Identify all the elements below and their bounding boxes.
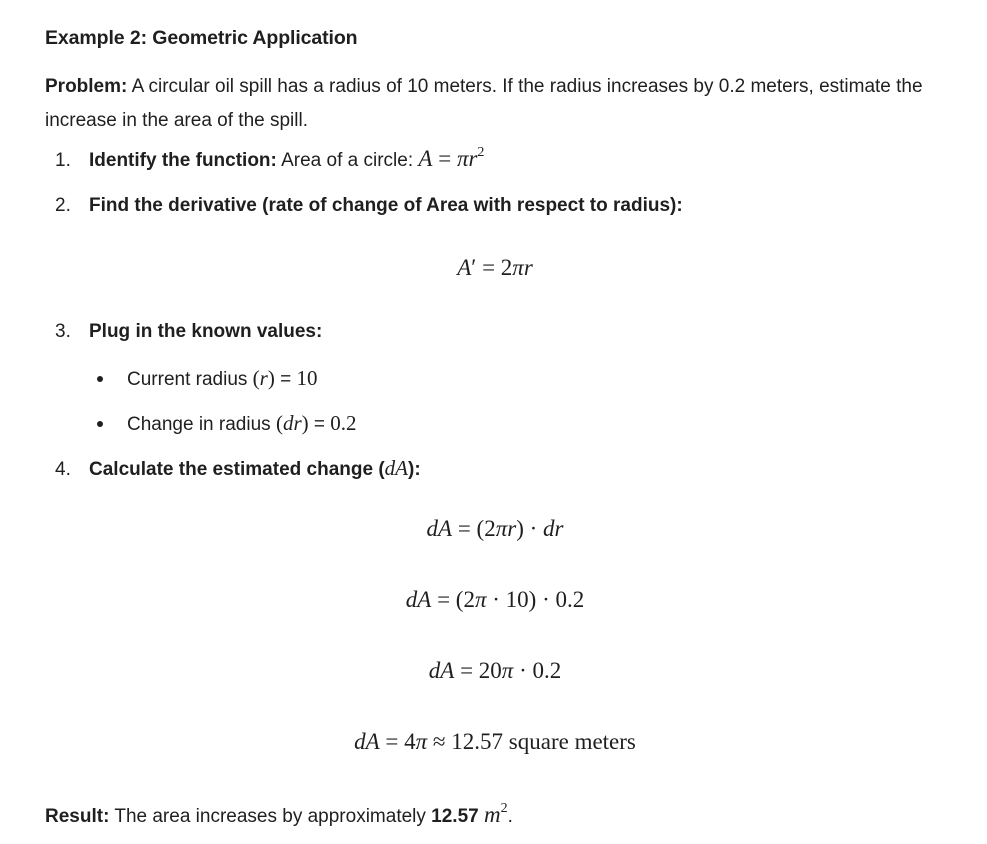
step-number: 4. xyxy=(55,459,71,480)
problem-statement xyxy=(45,70,925,138)
step-label: Find the derivative (rate of change of Area with respect to radius): xyxy=(89,195,683,216)
result-line xyxy=(45,802,513,828)
step-symbol: (dA) xyxy=(378,456,415,480)
step-3 xyxy=(45,321,322,343)
step-number: 2. xyxy=(55,195,71,216)
result-unit: $m^2$ xyxy=(484,801,508,827)
step-number: 3. xyxy=(55,321,71,342)
section-heading: Example 2: Geometric Application xyxy=(45,27,358,49)
equation-line-4: dA = 4π ≈ 12.57 square meters xyxy=(354,729,636,754)
list-item-radius xyxy=(97,366,318,391)
radius-symbol: (r) xyxy=(252,366,275,390)
problem-text: A circular oil spill has a radius of 10 meters. If the radius increases by 0.2 meters, estimate the increase in the area of the spill. xyxy=(45,76,923,131)
result-value: 12.57 xyxy=(431,806,479,827)
step-label: Calculate the estimated change xyxy=(89,459,374,480)
result-text: The area increases by approximately xyxy=(114,806,426,827)
radius-value: 10 xyxy=(296,366,318,390)
equation-line-2: dA = (2π · 10) · 0.2 xyxy=(405,587,585,612)
change-symbol: (dr) xyxy=(275,411,309,435)
step-label: Plug in the known values: xyxy=(89,321,323,342)
bullet-icon xyxy=(97,421,103,427)
step-label: Identify the function: xyxy=(89,150,277,171)
step-1 xyxy=(45,146,484,172)
result-label: Result: xyxy=(45,806,110,827)
area-formula: $A = \pi r^2$ xyxy=(418,145,485,171)
step-number: 1. xyxy=(55,150,71,171)
step-text: Area of a circle: xyxy=(281,150,414,171)
change-value: 0.2 xyxy=(330,411,357,435)
step-2 xyxy=(45,195,683,217)
radius-value-prefix: = xyxy=(280,369,292,390)
equation-line-1: dA = (2πr) · dr xyxy=(426,516,564,541)
step-4 xyxy=(45,456,421,481)
change-value-prefix: = xyxy=(313,414,326,435)
bullet-icon xyxy=(97,376,103,382)
bullet-text: Current radius xyxy=(127,369,248,390)
list-item-change xyxy=(97,411,357,436)
step-colon: : xyxy=(414,459,421,480)
problem-label: Problem: xyxy=(45,76,128,97)
equation-line-3: dA = 20π · 0.2 xyxy=(428,658,562,683)
result-end: . xyxy=(507,806,513,827)
derivative-equation: A′ = 2πr xyxy=(457,255,533,280)
bullet-text: Change in radius xyxy=(127,414,271,435)
